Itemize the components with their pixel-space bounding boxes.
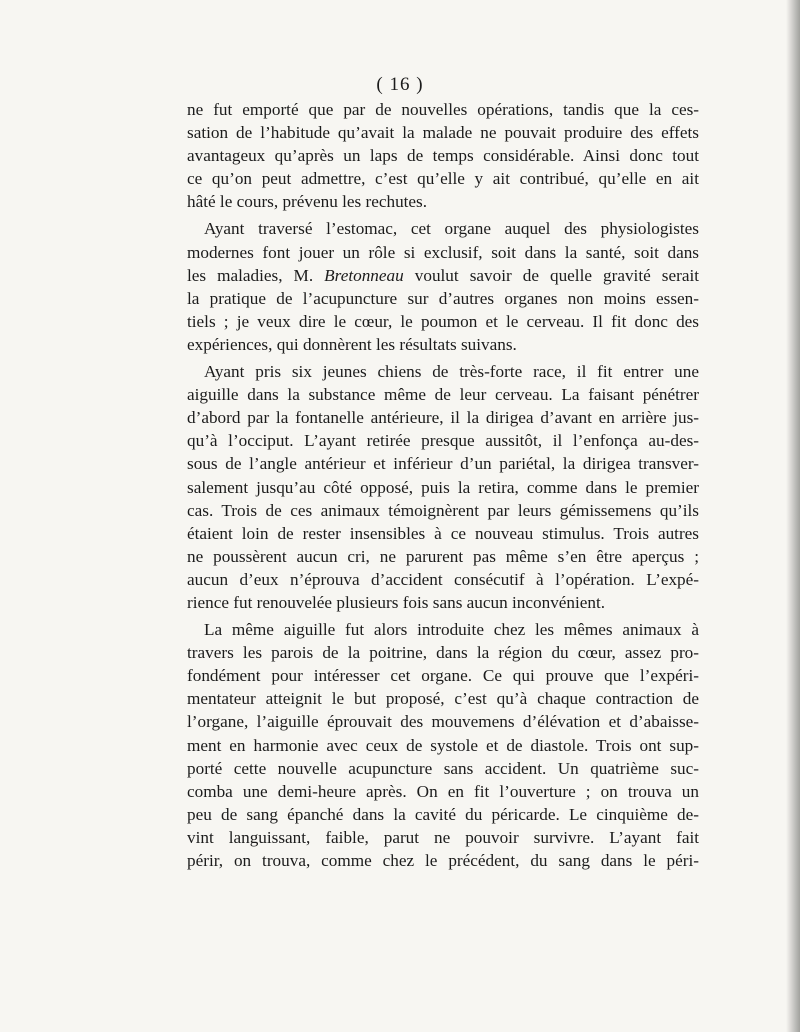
text-line: ment en harmonie avec ceux de systole et de diastole. Trois ont sup- — [187, 735, 699, 755]
text-segment: les maladies, M. — [187, 265, 314, 285]
paragraph-4 — [187, 618, 699, 872]
text-line: fondément pour intéresser cet organe. Ce qui prouve que l’expéri- — [187, 666, 699, 686]
text-line: modernes font jouer un rôle si exclusif, soit dans la santé, soit dans — [187, 242, 699, 262]
text-line: expériences, qui donnèrent les résultats suivans. — [187, 334, 517, 354]
text-segment: voulut savoir de quelle gravité serait — [414, 265, 699, 285]
text-line: ce qu’on peut admettre, c’est qu’elle y ait contribué, qu’elle en ait — [187, 169, 699, 189]
text-line: sous de l’angle antérieur et inférieur d’un pariétal, la dirigea transver- — [187, 454, 699, 474]
text-line: l’organe, l’aiguille éprouvait des mouvemens d’élévation et d’abaisse- — [187, 712, 699, 732]
text-line: la pratique de l’acupuncture sur d’autres organes non moins essen- — [187, 288, 699, 308]
text-line: salement jusqu’au côté opposé, puis la retira, comme dans le premier — [187, 477, 699, 497]
text-line: aucun d’eux n’éprouva d’accident consécutif à l’opération. L’expé- — [187, 569, 699, 589]
paragraph-1 — [187, 98, 699, 213]
text-line: comba une demi-heure après. On en fit l’ouverture ; on trouva un — [187, 781, 699, 801]
text-line: travers les parois de la poitrine, dans la région du cœur, assez pro- — [187, 643, 699, 663]
text-line: ne fut emporté que par de nouvelles opérations, tandis que la ces- — [187, 100, 699, 119]
text-line: ne poussèrent aucun cri, ne parurent pas même s’en être aperçus ; — [187, 546, 699, 566]
text-line: vint languissant, faible, parut ne pouvoir survivre. L’ayant fait — [187, 827, 699, 847]
text-line: aiguille dans la substance même de leur cerveau. La faisant pénétrer — [187, 385, 699, 405]
page-edge-shadow — [786, 0, 800, 1032]
text-line-with-name — [187, 264, 699, 287]
text-line: tiels ; je veux dire le cœur, le poumon et le cerveau. Il fit donc des — [187, 311, 699, 331]
text-line: Ayant pris six jeunes chiens de très-forte race, il fit entrer une — [204, 362, 699, 382]
text-line: périr, on trouva, comme chez le précédent, du sang dans le péri- — [187, 851, 699, 870]
text-line: avantageux qu’après un laps de temps considérable. Ainsi donc tout — [187, 146, 699, 166]
page-number: ( 16 ) — [376, 74, 424, 95]
text-line: d’abord par la fontanelle antérieure, il la dirigea d’avant en arrière jus- — [187, 408, 699, 428]
text-line: Ayant traversé l’estomac, cet organe auquel des physiologistes — [204, 219, 699, 239]
text-line: peu de sang épanché dans la cavité du péricarde. Le cinquième de- — [187, 804, 699, 824]
text-line: hâté le cours, prévenu les rechutes. — [187, 192, 428, 212]
paragraph-2 — [187, 217, 699, 356]
text-line: qu’à l’occiput. L’ayant retirée presque aussitôt, il l’enfonça au-des- — [187, 431, 699, 451]
paragraph-3 — [187, 360, 699, 614]
text-line: étaient loin de rester insensibles à ce nouveau stimulus. Trois autres — [187, 523, 699, 543]
text-line: sation de l’habitude qu’avait la malade ne pouvait produire des effets — [187, 123, 699, 143]
person-name: Bretonneau — [324, 265, 404, 285]
body-text — [187, 98, 699, 872]
text-line: porté cette nouvelle acupuncture sans accident. Un quatrième suc- — [187, 758, 699, 778]
text-line: La même aiguille fut alors introduite chez les mêmes animaux à — [204, 620, 699, 640]
text-line: cas. Trois de ces animaux témoignèrent par leurs gémissemens qu’ils — [187, 500, 699, 520]
text-line: mentateur atteignit le but proposé, c’est qu’à chaque contraction de — [187, 689, 699, 709]
text-line: rience fut renouvelée plusieurs fois sans aucun inconvénient. — [187, 592, 606, 612]
